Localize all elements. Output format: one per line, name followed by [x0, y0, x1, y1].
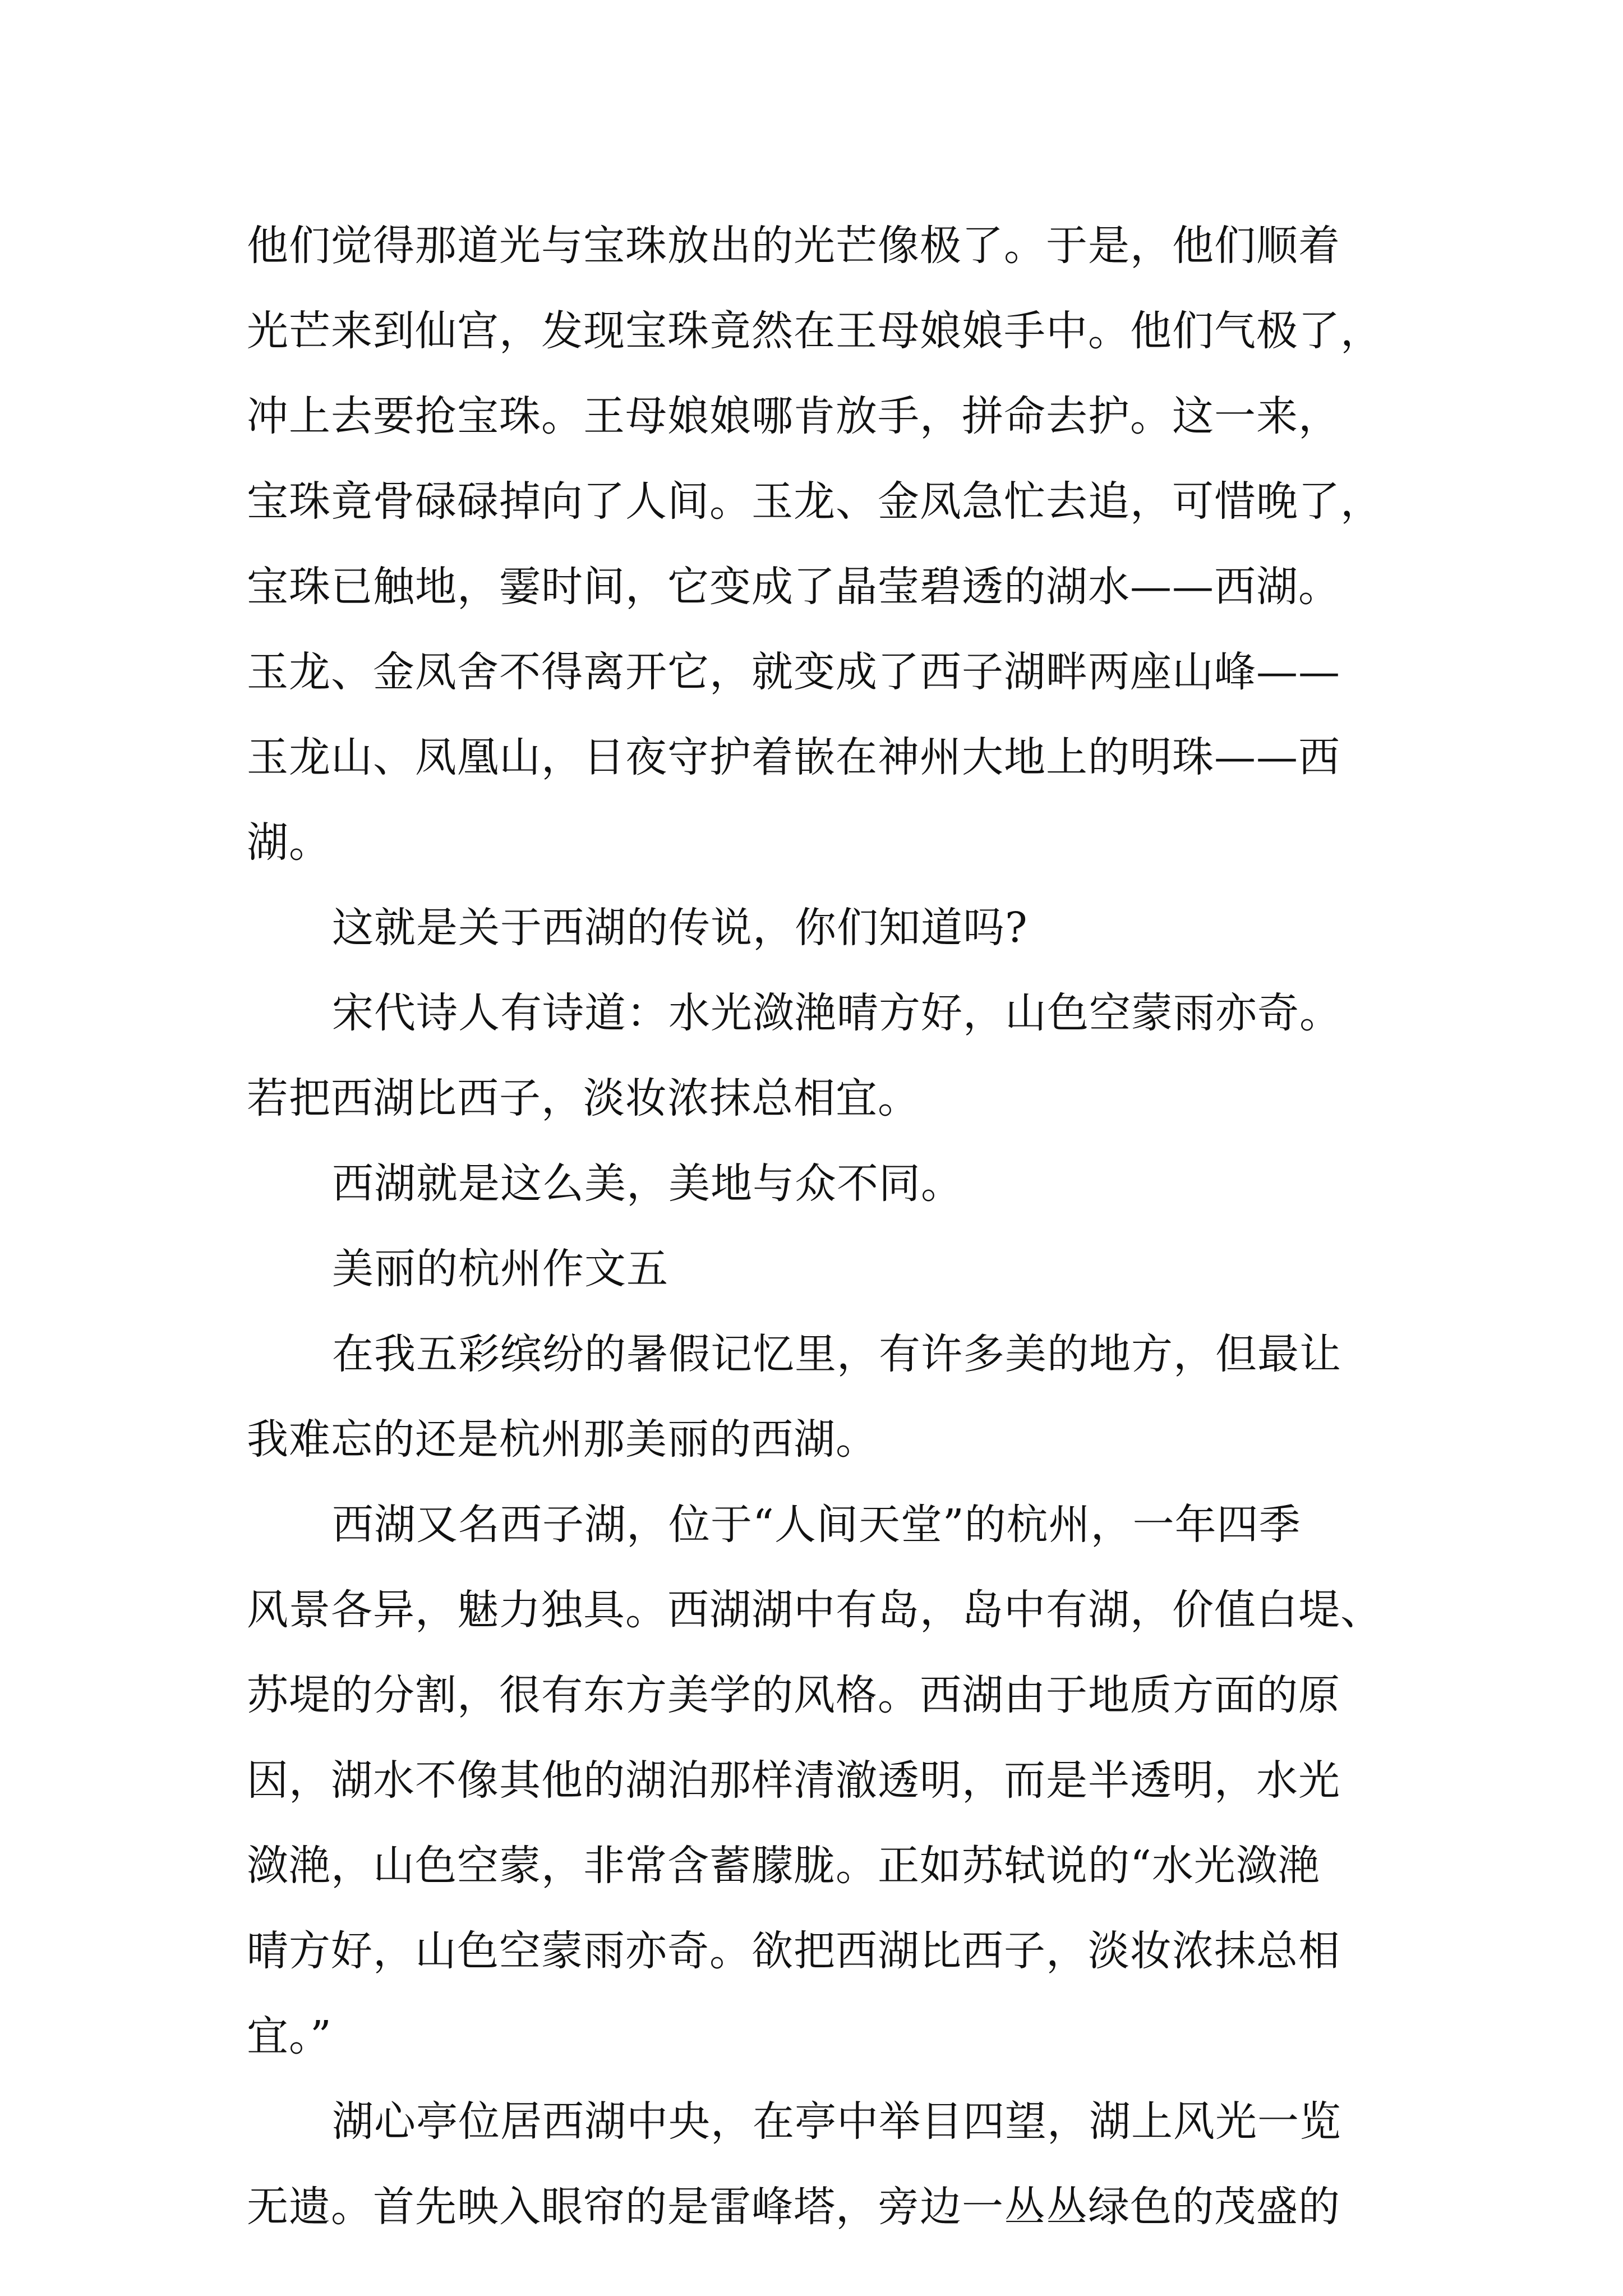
body-text — [247, 203, 1391, 2249]
text-line: 苏堤的分割，很有东方美学的风格。西湖由于地质方面的原 — [247, 1671, 1340, 1719]
text-line: 宝珠竟骨碌碌掉向了人间。玉龙、金凤急忙去追，可惜晚了， — [247, 477, 1382, 526]
section-heading: 美丽的杭州作文五 — [332, 1245, 668, 1293]
text-line: 潋滟，山色空蒙，非常含蓄朦胧。正如苏轼说的“水光潋滟 — [247, 1842, 1320, 1890]
text-line: 冲上去要抢宝珠。王母娘娘哪肯放手，拼命去护。这一来， — [247, 392, 1340, 440]
text-line: 西湖又名西子湖，位于“人间天堂”的杭州，一年四季 — [332, 1501, 1301, 1549]
text-line: 晴方好，山色空蒙雨亦奇。欲把西湖比西子，淡妆浓抹总相 — [247, 1927, 1340, 1975]
text-line: 这就是关于西湖的传说，你们知道吗? — [332, 904, 1028, 952]
text-line: 宝珠已触地，霎时间，它变成了晶莹碧透的湖水——西湖。 — [247, 563, 1340, 611]
text-line: 在我五彩缤纷的暑假记忆里，有许多美的地方，但最让 — [332, 1330, 1341, 1378]
text-line: 因，湖水不像其他的湖泊那样清澈透明，而是半透明，水光 — [247, 1756, 1340, 1805]
text-line: 风景各异，魅力独具。西湖湖中有岛，岛中有湖，价值白堤、 — [247, 1586, 1382, 1634]
text-line: 无遗。首先映入眼帘的是雷峰塔，旁边一丛丛绿色的茂盛的 — [247, 2183, 1340, 2231]
text-line: 玉龙、金凤舍不得离开它，就变成了西子湖畔两座山峰—— — [247, 648, 1340, 696]
text-line: 宜。” — [247, 2012, 332, 2060]
text-line: 玉龙山、凤凰山，日夜守护着嵌在神州大地上的明珠——西 — [247, 733, 1340, 781]
text-line: 他们觉得那道光与宝珠放出的光芒像极了。于是，他们顺着 — [247, 222, 1340, 270]
text-line: 若把西湖比西子，淡妆浓抹总相宜。 — [247, 1074, 920, 1122]
text-line: 宋代诗人有诗道：水光潋滟晴方好，山色空蒙雨亦奇。 — [332, 989, 1341, 1037]
text-line: 湖心亭位居西湖中央，在亭中举目四望，湖上风光一览 — [332, 2097, 1341, 2146]
text-line: 我难忘的还是杭州那美丽的西湖。 — [247, 1415, 878, 1464]
text-line: 西湖就是这么美，美地与众不同。 — [332, 1159, 963, 1208]
text-line: 光芒来到仙宫，发现宝珠竟然在王母娘娘手中。他们气极了， — [247, 307, 1382, 355]
text-line: 湖。 — [247, 818, 331, 867]
